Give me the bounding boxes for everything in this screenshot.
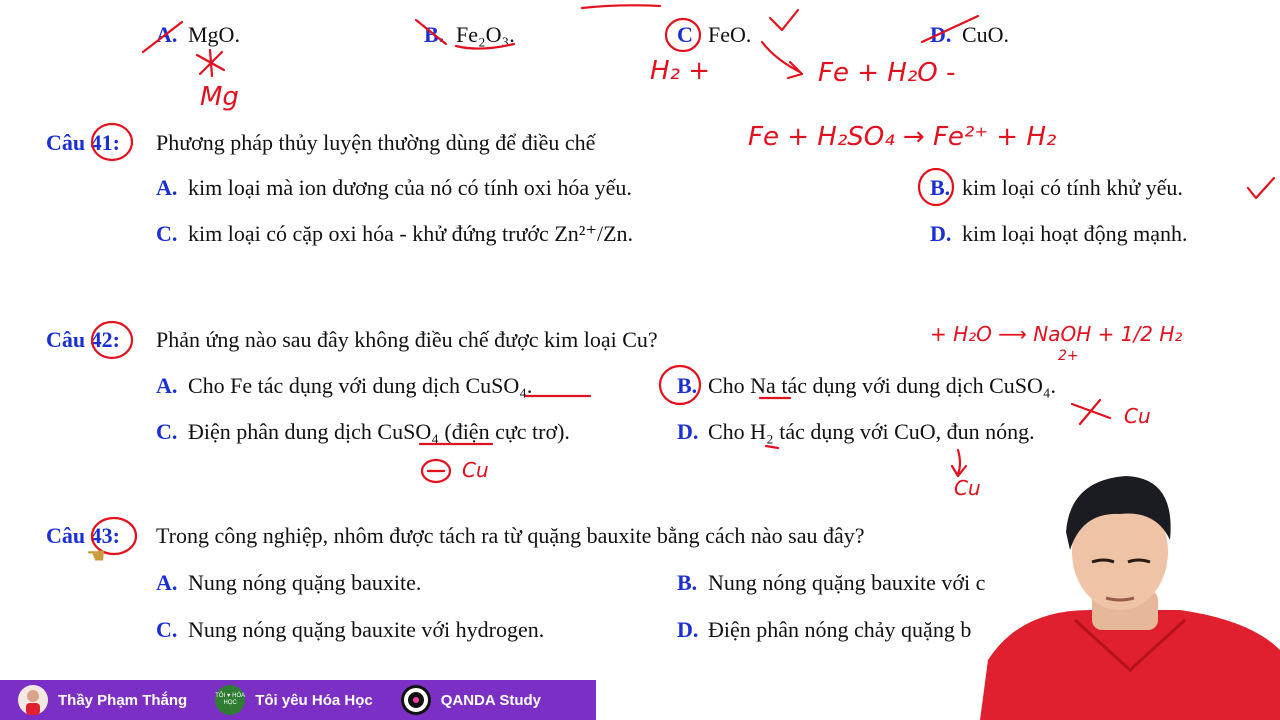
teacher-avatar-icon: [18, 685, 48, 715]
branding-channel-name: Tôi yêu Hóa Học: [255, 691, 373, 709]
ink-arrow-down-d: [952, 450, 966, 476]
q41-question: Phương pháp thủy luyện thường dùng để điều chế: [156, 130, 596, 155]
q42-option-a-label: A.: [156, 373, 178, 398]
channel-logo-icon: TÔI ♥ HÓA HỌC: [215, 685, 245, 715]
ink-check-c: [770, 10, 798, 30]
q43-option-b-text: Nung nóng quặng bauxite với c: [708, 570, 986, 595]
ink-minus-circle: [422, 460, 450, 482]
ink-word-fe-h2so4: Fe + H₂SO₄ → Fe²⁺ + H₂: [748, 122, 1057, 152]
q42-question: Phản ứng nào sau đây không điều chế được kim loại Cu?: [156, 327, 658, 352]
q42-option-c-text: Điện phân dung dịch CuSO₄ (điện cực trơ).: [188, 419, 570, 444]
ink-word-cu-bottom: Cu: [954, 476, 981, 500]
prev-option-c-text: FeO.: [708, 22, 752, 47]
ink-word-h2o-naoh: + H₂O ⟶ NaOH + 1/2 H₂: [930, 322, 1183, 346]
q42-option-c-label: C.: [156, 419, 178, 444]
ink-arrow-feo: [762, 42, 802, 78]
q42-number: Câu 42:: [46, 327, 120, 352]
ink-word-two-plus: 2+: [1058, 348, 1079, 364]
q41-option-b-text: kim loại có tính khử yếu.: [962, 175, 1183, 200]
q41-option-d-label: D.: [930, 221, 952, 246]
q43-option-a-text: Nung nóng quặng bauxite.: [188, 570, 422, 595]
q42-option-d-label: D.: [677, 419, 699, 444]
prev-option-d-label: D.: [930, 22, 952, 47]
branding-teacher-name: Thầy Phạm Thắng: [58, 691, 188, 709]
ink-top-arc: [582, 5, 660, 8]
q42-option-a-text: Cho Fe tác dụng với dung dịch CuSO₄.: [188, 373, 533, 398]
ink-word-h2-plus: H₂ +: [650, 56, 711, 86]
q43-option-c-label: C.: [156, 617, 178, 642]
q41-option-c-text: kim loại có cặp oxi hóa - khử đứng trước Zn²⁺/Zn.: [188, 221, 634, 246]
q42-option-b-text: Cho Na tác dụng với dung dịch CuSO₄.: [708, 373, 1057, 398]
channel-branding-bar: [0, 680, 596, 720]
q42-option-d-text: Cho H₂ tác dụng với CuO, đun nóng.: [708, 419, 1035, 444]
branding-teacher[interactable]: [18, 685, 187, 715]
presenter-video: [980, 470, 1280, 720]
prev-option-d-text: CuO.: [962, 22, 1010, 47]
ink-word-fe-h2o: Fe + H₂O -: [818, 58, 956, 88]
q41-number: Câu 41:: [46, 130, 120, 155]
q41-option-a-text: kim loại mà ion dương của nó có tính oxi hóa yếu.: [188, 175, 632, 200]
q43-number: Câu 43:: [46, 523, 120, 548]
ink-word-cu-right: Cu: [1124, 404, 1151, 428]
q41-option-d-text: kim loại hoạt động mạnh.: [962, 221, 1188, 246]
q43-option-b-label: B.: [677, 570, 698, 595]
presenter-figure: [980, 470, 1280, 720]
prev-option-a-label: A.: [156, 22, 178, 47]
q43-option-a-label: A.: [156, 570, 178, 595]
q43-question: Trong công nghiệp, nhôm được tách ra từ quặng bauxite bằng cách nào sau đây?: [156, 523, 865, 548]
q43-option-d-text: Điện phân nóng chảy quặng b: [708, 617, 972, 642]
prev-option-a-text: MgO.: [188, 22, 240, 47]
q42-option-b-label: B.: [677, 373, 698, 398]
ink-x-mg: [197, 50, 224, 76]
prev-option-b-label: B.: [424, 22, 445, 47]
q41-option-a-label: A.: [156, 175, 178, 200]
ink-check-q41: [1248, 178, 1274, 198]
branding-qanda[interactable]: [401, 685, 541, 715]
ink-x-cuso4-b: [1072, 400, 1110, 424]
q41-option-c-label: C.: [156, 221, 178, 246]
q43-option-c-text: Nung nóng quặng bauxite với hydrogen.: [188, 617, 545, 642]
hand-cursor-icon: ☚: [86, 544, 106, 569]
branding-qanda-name: QANDA Study: [440, 691, 541, 709]
ink-word-cu-mid: Cu: [462, 458, 489, 482]
qanda-logo-icon: [401, 685, 431, 715]
prev-option-b-text: Fe₂O₃.: [456, 22, 515, 47]
branding-channel[interactable]: [215, 685, 373, 715]
ink-word-mg: Mg: [200, 82, 239, 112]
q43-option-d-label: D.: [677, 617, 699, 642]
ink-underline-h2: [766, 446, 778, 448]
q41-option-b-label: B.: [930, 175, 951, 200]
prev-option-c-label: C: [677, 22, 693, 47]
